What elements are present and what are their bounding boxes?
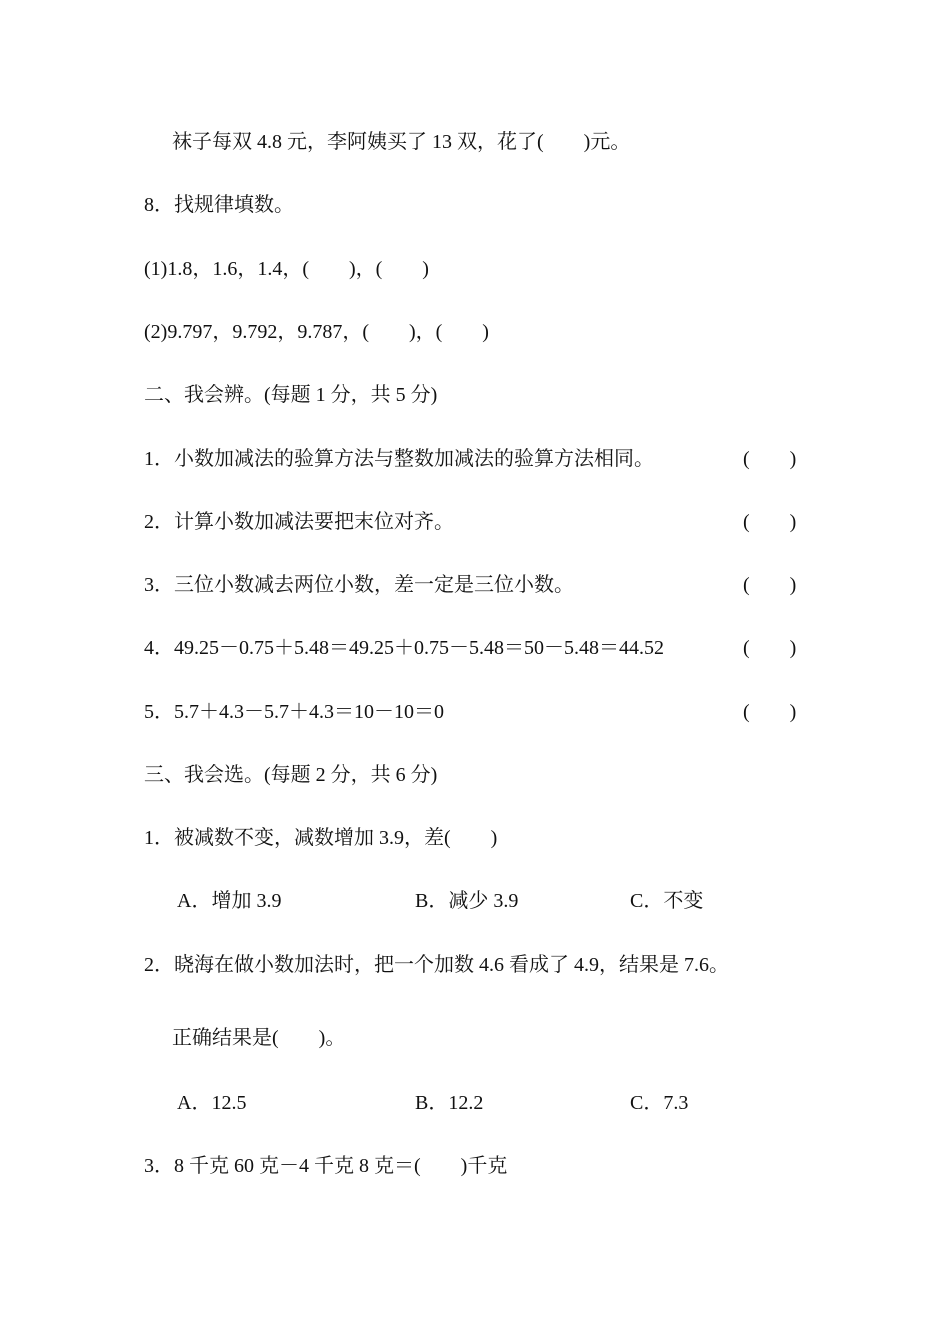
judge-answer-4[interactable]: ( ): [743, 637, 797, 659]
judge-item-3: 3．三位小数减去两位小数，差一定是三位小数。: [144, 574, 574, 596]
q8-title: 8．找规律填数。: [144, 194, 294, 216]
choice-q2-option-a[interactable]: A．12.5: [177, 1092, 247, 1114]
section3-title: 三、我会选。(每题 2 分，共 6 分): [144, 764, 438, 786]
judge-item-5: 5．5.7＋4.3－5.7＋4.3＝10－10＝0: [144, 701, 444, 723]
choice-q2-option-b[interactable]: B．12.2: [415, 1092, 484, 1114]
judge-answer-2[interactable]: ( ): [743, 511, 797, 533]
choice-q1-option-a[interactable]: A．增加 3.9: [177, 890, 282, 912]
socks-question: 袜子每双 4.8 元，李阿姨买了 13 双，花了( )元。: [172, 131, 631, 153]
choice-q1-option-b[interactable]: B．减少 3.9: [415, 890, 519, 912]
judge-item-2: 2．计算小数加减法要把末位对齐。: [144, 511, 454, 533]
judge-item-1: 1．小数加减法的验算方法与整数加减法的验算方法相同。: [144, 448, 654, 470]
choice-q3-stem: 3．8 千克 60 克－4 千克 8 克＝( )千克: [144, 1155, 508, 1177]
choice-q2-stem-continued: 正确结果是( )。: [172, 1027, 346, 1049]
judge-item-4: 4．49.25－0.75＋5.48＝49.25＋0.75－5.48＝50－5.48＝44.52: [144, 637, 664, 659]
choice-q2-option-c[interactable]: C．7.3: [630, 1092, 689, 1114]
choice-q1-stem: 1．被减数不变，减数增加 3.9，差( ): [144, 827, 498, 849]
judge-answer-3[interactable]: ( ): [743, 574, 797, 596]
section2-title: 二、我会辨。(每题 1 分，共 5 分): [144, 384, 438, 406]
judge-answer-1[interactable]: ( ): [743, 448, 797, 470]
choice-q2-stem: 2．晓海在做小数加法时，把一个加数 4.6 看成了 4.9，结果是 7.6。: [144, 954, 729, 976]
judge-answer-5[interactable]: ( ): [743, 701, 797, 723]
q8-part-1: (1)1.8，1.6，1.4，( )，( ): [144, 258, 429, 280]
q8-part-2: (2)9.797，9.792，9.787，( )，( ): [144, 321, 489, 343]
choice-q1-option-c[interactable]: C．不变: [630, 890, 704, 912]
